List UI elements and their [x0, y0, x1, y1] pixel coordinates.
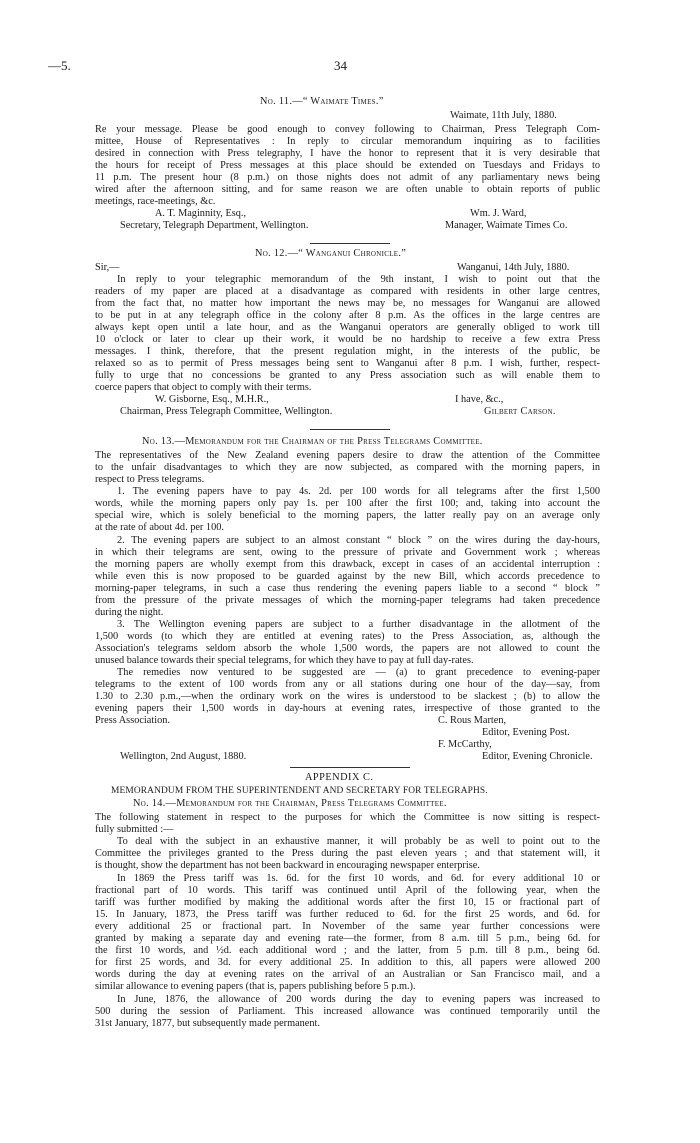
section-13-signer-1-title: Editor, Evening Post. [482, 727, 570, 738]
section-12-line-9: fully to urge that no concessions be granted to any Press association such as will enable them to [95, 370, 600, 381]
section-13-line-1: The representatives of the New Zealand evening papers desire to draw the attention of the Committee [95, 450, 600, 461]
section-13-line-13: from the pressure of the private messages of which the morning-paper telegrams had taken precedence [95, 595, 600, 606]
section-12-dateline: Wanganui, 14th July, 1880. [457, 262, 570, 273]
section-14-line-3: To deal with the subject in an exhaustive manner, it will probably be as well to point out to the [117, 836, 600, 847]
section-13-line-10: the morning papers are wholly exempt from this drawback, except in cases of an accidental interruption : [95, 559, 600, 570]
section-12-line-3: from the fact that, no matter how important the news may be, no messages for Wanganui are allowed [95, 298, 600, 309]
section-11-line-5: 11 p.m. The present hour (8 p.m.) on those nights does not admit of any parliamentary news being [95, 172, 600, 183]
section-13-line-21: 1.30 to 2.30 p.m.,—when the ordinary work on the wires is understood to be slackest ; (b) to allow the [95, 691, 600, 702]
section-12-title: No. 12.—“ Wanganui Chronicle.” [255, 248, 407, 259]
section-11-addressee-name: A. T. Maginnity, Esq., [155, 208, 247, 219]
section-14-line-7: fractional part of 10 words. This tariff was continued until April of the following year, when the [95, 885, 600, 896]
section-14-line-10: every additional 25 or fractional part. In November of the same year further concessions were [95, 921, 600, 932]
section-11-line-6: wired after the afternoon sitting, and for same reason we are often unable to obtain reports of public [95, 184, 600, 195]
section-13-dateline: Wellington, 2nd August, 1880. [120, 751, 247, 762]
section-11-line-1: Re your message. Please be good enough to convey following to Chairman, Press Telegraph Com- [95, 124, 600, 135]
section-12-addressee-title: Chairman, Press Telegraph Committee, Wellington. [120, 406, 333, 417]
section-13-line-4: 1. The evening papers have to pay 4s. 2d. per 100 words for all telegrams after the first 1,500 [117, 486, 600, 497]
section-12-signer-name: Gilbert Carson. [484, 406, 556, 417]
section-13-line-15: 3. The Wellington evening papers are subject to a further disadvantage in the allotment of the [117, 619, 600, 630]
section-12-salutation: Sir,— [95, 262, 120, 273]
section-13-line-8: 2. The evening papers are subject to an almost constant “ block ” on the wires during the day-hours, [117, 535, 600, 546]
section-14-line-4: Committee the privileges granted to the Press during the past eleven years ; and that statement will, it [95, 848, 600, 859]
section-12-line-1: In reply to your telegraphic memorandum of the 9th instant, I wish to point out that the [117, 274, 600, 285]
section-11-line-3: desired in connection with Press telegraphy, I have the honor to represent that it is very desirable that [95, 148, 600, 159]
section-13-line-11: while even this is now proposed to be guarded against by the new Bill, which accords precedence to [95, 571, 600, 582]
section-14-line-2: fully submitted :— [95, 824, 174, 835]
section-14-line-13: for first 25 words, and 3d. for every additional 25. In addition to this, all papers were allowed 200 [95, 957, 600, 968]
section-11-line-2: mittee, House of Representatives : In reply to circular memorandum inquiring as to facilities [95, 136, 600, 147]
section-12-line-6: 10 o'clock or later to clear up their work, it would be no hardship to receive a few extra Press [95, 334, 600, 345]
section-13-line-16: 1,500 words (to which they are entitled at evening rates) to the Press Association, as, although the [95, 631, 600, 642]
section-11-addressee-title: Secretary, Telegraph Department, Wellington. [120, 220, 309, 231]
section-12-closing: I have, &c., [455, 394, 504, 405]
section-13-line-23: Press Association. [95, 715, 170, 726]
section-11-signer-title: Manager, Waimate Times Co. [445, 220, 568, 231]
section-11-line-7: meetings, race-meetings, &c. [95, 196, 216, 207]
appendix-title: APPENDIX C. [305, 772, 374, 783]
section-13-signer-1-name: C. Rous Marten, [438, 715, 507, 726]
section-divider [310, 243, 390, 244]
section-13-line-6: special wire, which is solely beneficial to the morning papers, the latter really pay on an average only [95, 510, 600, 521]
section-13-line-12: morning-paper telegrams, in such a case thus rendering the evening papers liable to a second “ block ” [95, 583, 600, 594]
appendix-divider [290, 767, 410, 768]
section-13-line-5: words, while the morning papers only pay 1s. per 100 after the first 100; and, taking into account the [95, 498, 600, 509]
section-11-signer-name: Wm. J. Ward, [470, 208, 527, 219]
section-13-line-20: telegrams to the extent of 100 words from any or all stations during one hour of the day—say, from [95, 679, 600, 690]
section-12-line-5: always kept open until a late hour, and as the Wanganui operators are generally obliged to work till [95, 322, 600, 333]
section-11-line-4: the hours for receipt of Press messages at this place should be extended on Tuesdays and Fridays to [95, 160, 600, 171]
page-reference: —5. [48, 58, 71, 73]
section-14-line-16: In June, 1876, the allowance of 200 words during the day to evening papers was increased to [117, 994, 600, 1005]
section-14-line-12: the first 10 words, and ½d. each additional word ; and the latter, from 5 p.m. till 8 p.m., being 6d. [95, 945, 600, 956]
section-14-title: No. 14.—Memorandum for the Chairman, Press Telegrams Committee. [133, 798, 447, 809]
section-14-line-14: words during the day at evening rates on the arrival of an Australian or San Francisco mail, and a [95, 969, 600, 980]
appendix-subtitle: MEMORANDUM FROM THE SUPERINTENDENT AND SECRETARY FOR TELEGRAPHS. [111, 786, 488, 796]
section-14-line-17: 500 during the session of Parliament. This increased allowance was continued temporarily until the [95, 1006, 600, 1017]
section-12-line-7: messages. I think, therefore, that the present regulation might, in the interests of the public, be [95, 346, 600, 357]
section-14-line-15: similar allowance to evening papers (that is, papers publishing before 5 p.m.). [95, 981, 416, 992]
section-13-line-7: at the rate of about 4d. per 100. [95, 522, 224, 533]
section-13-line-18: unused balance towards their special telegrams, for which they have to pay at full day-rates. [95, 655, 474, 666]
section-13-line-14: during the night. [95, 607, 164, 618]
section-13-signer-2-title: Editor, Evening Chronicle. [482, 751, 593, 762]
section-12-line-8: relaxed so as to permit of Press messages being sent to Wanganui after 8 p.m. I wish, further, respect- [95, 358, 600, 369]
section-12-line-10: coerce papers that object to comply with their terms. [95, 382, 312, 393]
section-13-title: No. 13.—Memorandum for the Chairman of the Press Telegrams Committee. [142, 436, 483, 447]
section-14-line-5: is thought, show the department has not been backward in encouraging newspaper enterprise. [95, 860, 480, 871]
section-13-line-19: The remedies now ventured to be suggested are — (a) to grant precedence to evening-paper [117, 667, 600, 678]
section-13-line-2: to the unfair disadvantages to which they are now subjected, as compared with the morning papers, in [95, 462, 600, 473]
page-number: 34 [334, 58, 347, 73]
section-14-line-8: tariff was further modified by making the additional words after the first 10, 15 or fractional part of [95, 897, 600, 908]
section-14-line-9: 15. In January, 1873, the Press tariff was further reduced to 6d. for the first 25 words, and 6d. for [95, 909, 600, 920]
section-14-line-18: 31st January, 1877, but subsequently made permanent. [95, 1018, 320, 1029]
section-12-line-2: readers of my paper are placed at a disadvantage as compared with residents in other large centres, [95, 286, 600, 297]
section-13-line-22: evening papers their 1,500 words in day-hours at evening rates, irrespective of those granted to the [95, 703, 600, 714]
section-14-line-1: The following statement in respect to the purposes for which the Committee is now sitting is respect- [95, 812, 600, 823]
section-13-line-9: in which their telegrams are sent, owing to the pressure of private and Government work ; whereas [95, 547, 600, 558]
section-13-signer-2-name: F. McCarthy, [438, 739, 492, 750]
section-11-dateline: Waimate, 11th July, 1880. [450, 110, 557, 121]
section-14-line-11: granted by making a separate day and evening rate—the former, from 8 a.m. till 5 p.m., being 6d. for [95, 933, 600, 944]
section-14-line-6: In 1869 the Press tariff was 1s. 6d. for the first 10 words, and 6d. for every additional 10 or [117, 873, 600, 884]
section-12-line-4: to be put in at any telegraph office in the colony after 8 p.m. As the offices in the large centres are [95, 310, 600, 321]
section-13-line-3: respect to Press telegrams. [95, 474, 205, 485]
section-12-addressee-name: W. Gisborne, Esq., M.H.R., [155, 394, 269, 405]
section-11-title: No. 11.—“ Waimate Times.” [260, 96, 384, 107]
section-13-line-17: Association's telegrams seldom absorb the whole 1,500 words, the papers are not allowed to count the [95, 643, 600, 654]
section-divider [310, 429, 390, 430]
